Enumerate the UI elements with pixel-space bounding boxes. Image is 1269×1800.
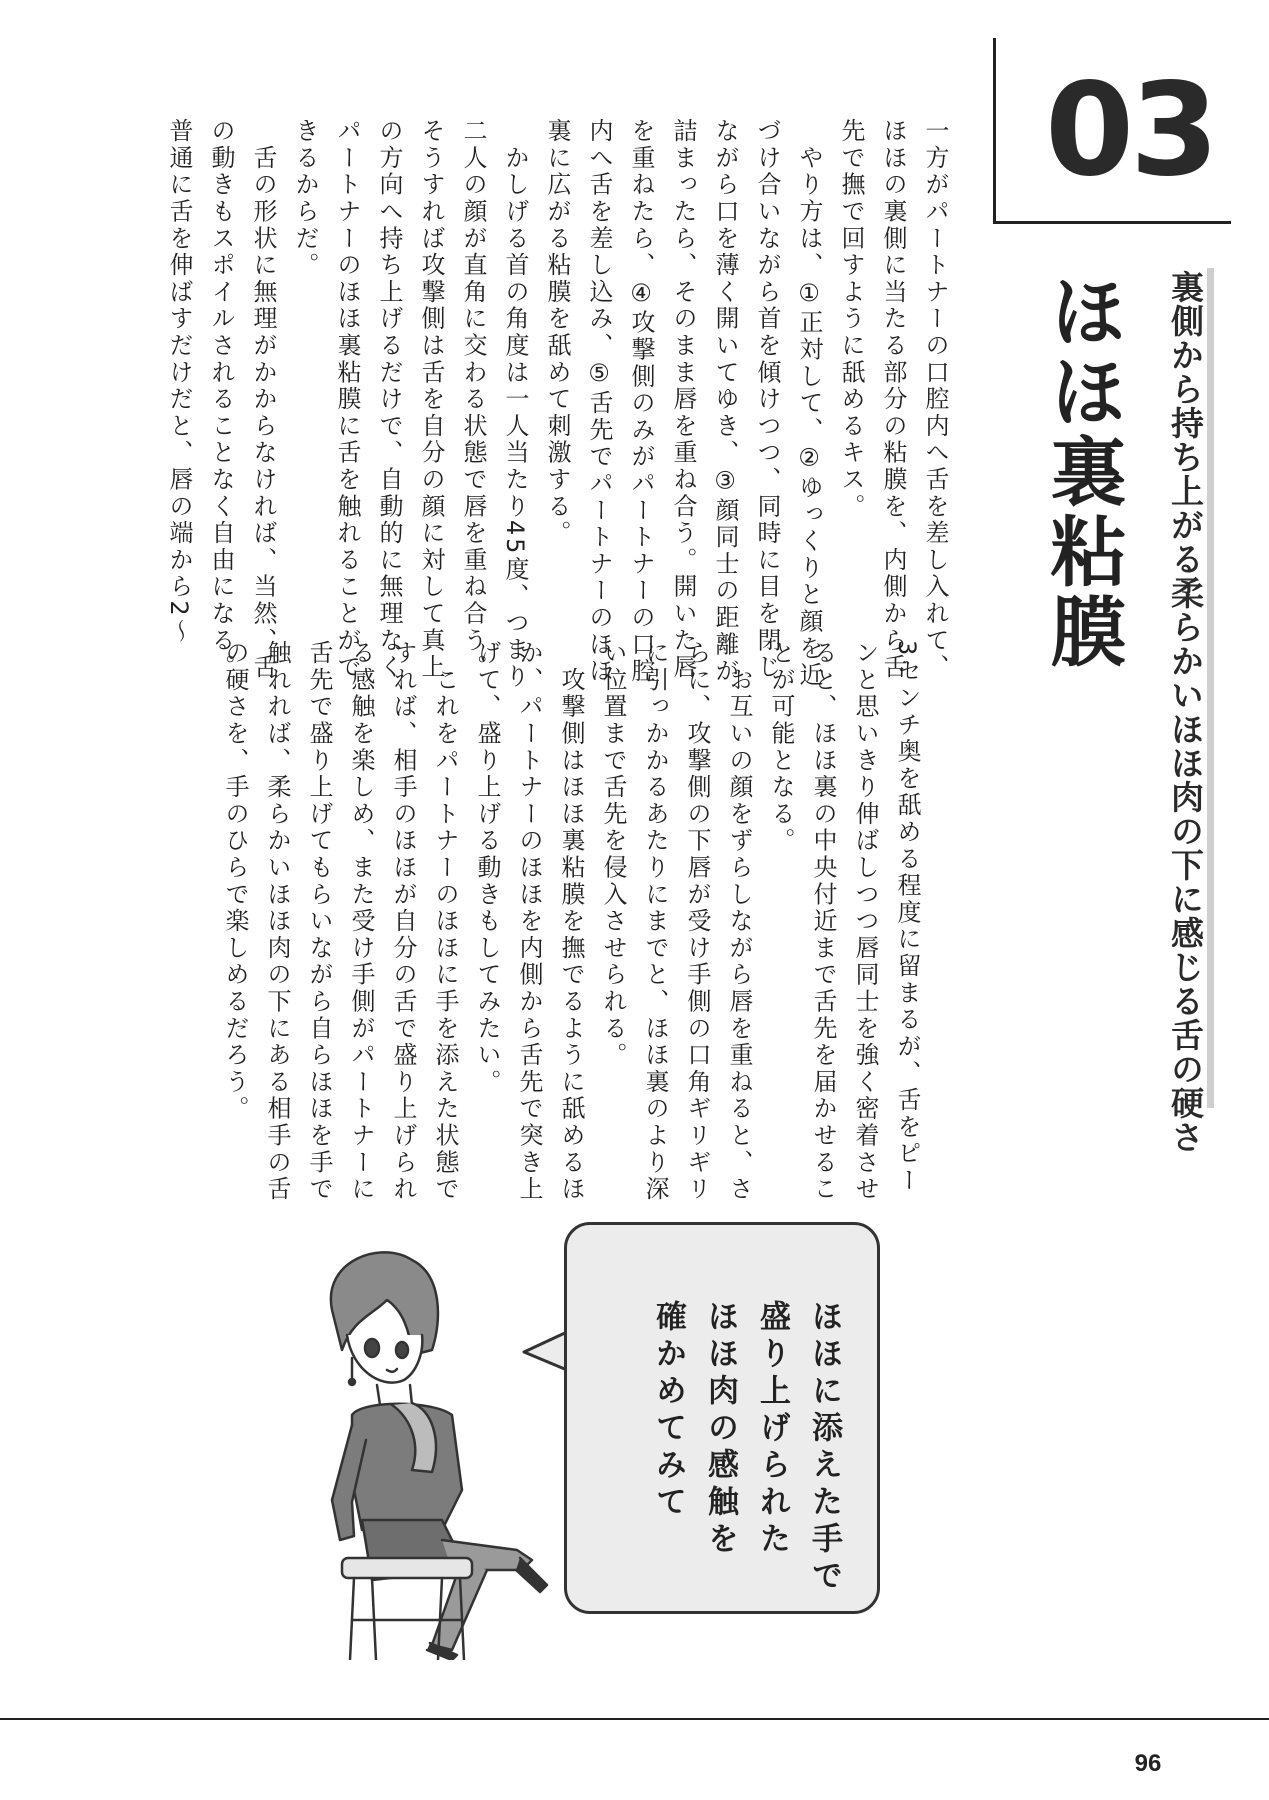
footer-divider [0, 1718, 1269, 1720]
body-text-lower: 3センチ奥を舐める程度に留まるが、舌をピー ンと思いきり伸ばしつつ唇同士を強く密着させ ると、ほほ裏の中央付近まで舌先を届かせるこ とが可能となる。 お互いの顔をずらしながら唇を重ねると、さ らに、攻撃側の下唇が受け手側の口角ギリギリ に引っかかるあたりにまでと、ほほ裏のより深 い位置まで舌先を侵入させられる。 攻撃側はほほ裏粘膜を撫でるように舐めるほ か、パートナーのほほを内側から舌先で突き上 げて、盛り上げる動きもしてみたい。 これをパートナーのほほに手を添えた状態で すれば、相手のほほが自分の舌で盛り上げられ る感触を楽しめ、また受け手側がパートナーに 舌先で盛り上げてもらいながら自らほほを手で 触れれば、柔らかいほほ肉の下にある相手の舌 の硬さを、手のひらで楽しめるだろう。 [221, 640, 921, 1203]
page-number: 96 [1134, 1750, 1162, 1777]
speech-bubble-tail [522, 1330, 570, 1374]
chapter-subtitle: 裏側から持ち上がる柔らかいほほ肉の下に感じる舌の硬さ [1166, 270, 1205, 1154]
chapter-title: ほほ裏粘膜 [1038, 272, 1127, 672]
subtitle-accent-bar [1207, 268, 1214, 1108]
woman-illustration [292, 1240, 552, 1660]
body-text-upper: 一方がパートナーの口腔内へ舌を差し入れて、 ほほの裏側に当たる部分の粘膜を、内側から舌 先で撫で回すように舐めるキス。 やり方は、①正対して、②ゆっくりと顔を近 づけ合いながら首を傾けつつ、同時に目を閉じ ながら口を薄く開いてゆき、③顔同士の距離が 詰まったら、そのまま唇を重ね合う。開いた唇 を重ねたら、④攻撃側のみがパートナーの口腔 内へ舌を差し込み、⑤舌先でパートナーのほほ 裏に広がる粘膜を舐めて刺激する。 かしげる首の角度は一人当たり45度、つまり 二人の顔が直角に交わる状態で唇を重ね合う。 そうすれば攻撃側は舌を自分の顔に対して真上 の方向へ持ち上げるだけで、自動的に無理なく パートナーのほほ裏粘膜に舌を触れることがで きるからだ。 舌の形状に無理がかからなければ、当然、舌 の動きもスポイルされることなく自由になる。 普通に舌を伸ばすだけだと、唇の端から2～ [165, 118, 949, 691]
speech-bubble-text: ほほに添えた手で 盛り上げられた ほほ肉の感触を 確かめてみて [650, 1300, 842, 1596]
chapter-number: 03 [1044, 56, 1216, 205]
